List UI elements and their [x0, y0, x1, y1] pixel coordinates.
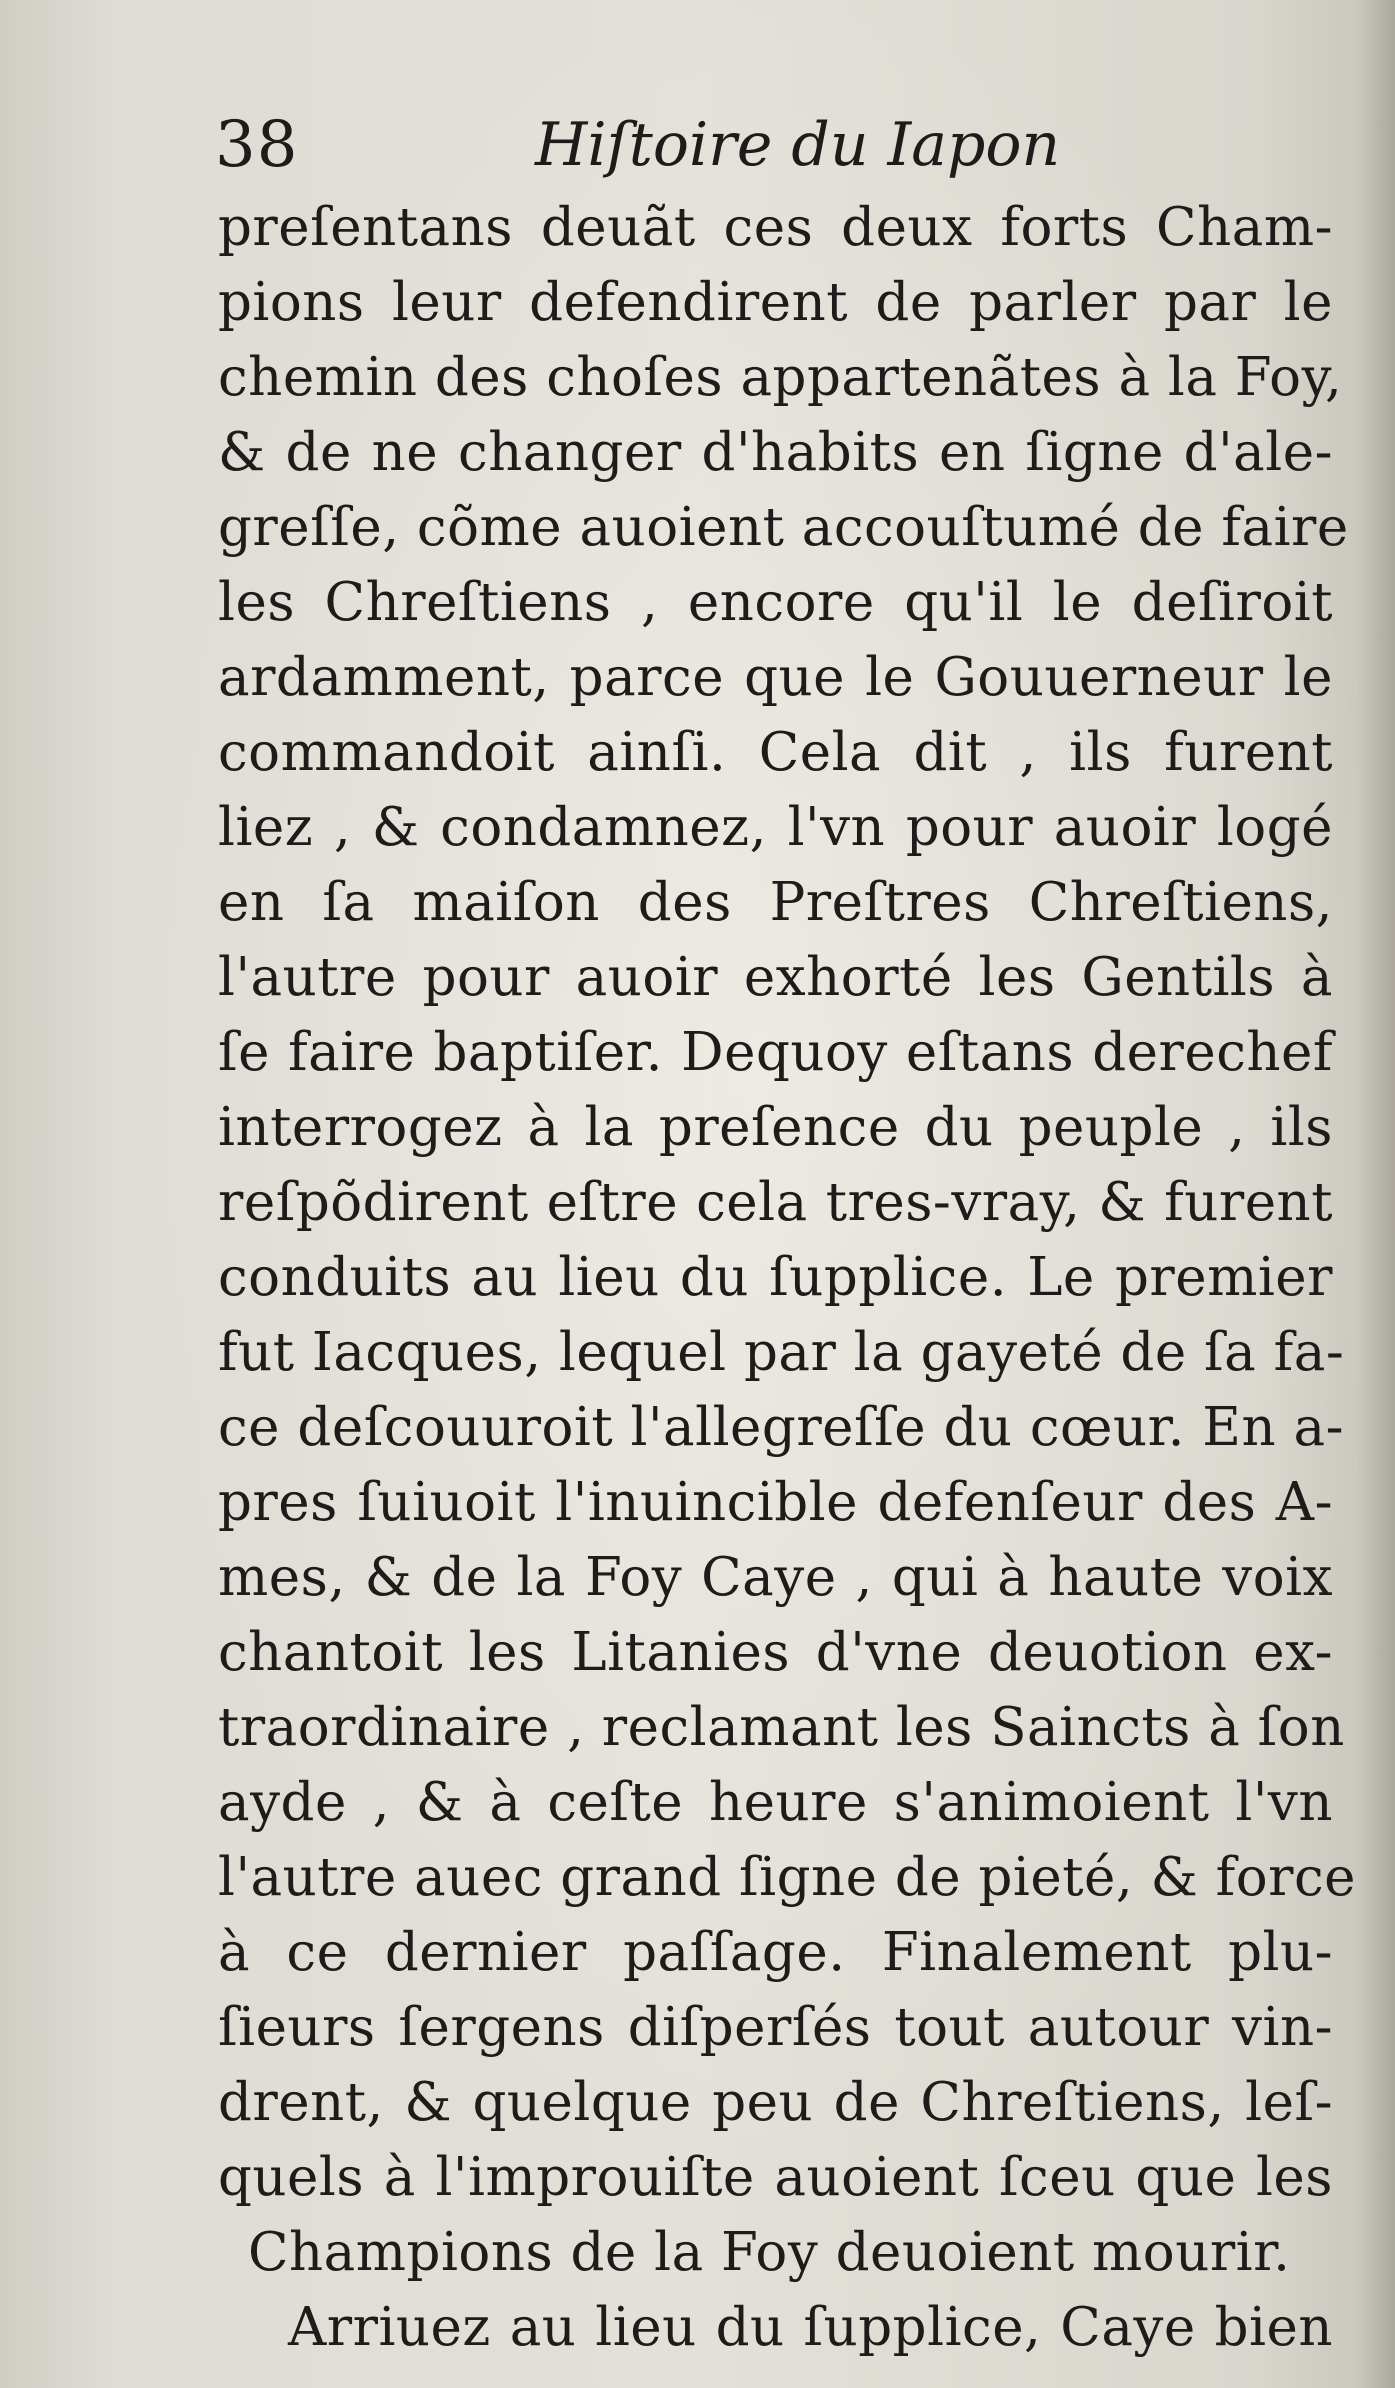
text-line: ſieurs ſergens diſperſés tout autour vin-: [218, 1997, 1333, 2058]
text-line: en ſa maiſon des Preſtres Chreſtiens,: [218, 872, 1333, 933]
text-line: ardamment, parce que le Gouuerneur le: [218, 647, 1333, 708]
text-line: fut Iacques, lequel par la gayeté de ſa fa-: [218, 1322, 1345, 1383]
page-header: [215, 100, 1061, 190]
text-line: liez , & condamnez, l'vn pour auoir logé: [218, 797, 1333, 858]
text-line: à ce dernier paſſage. Finalement plu-: [218, 1922, 1333, 1983]
text-line: & de ne changer d'habits en ſigne d'ale-: [218, 422, 1333, 483]
text-line: reſpõdirent eſtre cela tres-vray, & furent: [218, 1172, 1333, 1233]
paragraph-end-line: Champions de la Foy deuoient mourir.: [248, 2222, 1291, 2283]
body-text: [218, 190, 1357, 2365]
text-line: ayde , & à ceſte heure s'animoient l'vn: [218, 1772, 1333, 1833]
text-line: l'autre pour auoir exhorté les Gentils à: [218, 947, 1333, 1008]
text-line: mes, & de la Foy Caye , qui à haute voix: [218, 1547, 1333, 1608]
text-line: drent, & quelque peu de Chreſtiens, leſ-: [218, 2072, 1333, 2133]
text-line: greſſe, cõme auoient accouſtumé de faire: [218, 497, 1349, 558]
page-number: 38: [215, 108, 299, 182]
paragraph-start-line: Arriuez au lieu du ſupplice, Caye bien: [288, 2297, 1333, 2358]
text-line: les Chreſtiens , encore qu'il le deſiroit: [218, 572, 1333, 633]
text-line: chantoit les Litanies d'vne deuotion ex-: [218, 1622, 1333, 1683]
text-line: interrogez à la preſence du peuple , ils: [218, 1097, 1333, 1158]
text-line: pions leur defendirent de parler par le: [218, 272, 1333, 333]
text-line: quels à l'improuiſte auoient ſceu que les: [218, 2147, 1333, 2208]
text-line: chemin des choſes appartenãtes à la Foy,: [218, 347, 1343, 408]
text-line: commandoit ainſi. Cela dit , ils furent: [218, 722, 1333, 783]
text-line: ce deſcouuroit l'allegreſſe du cœur. En a-: [218, 1397, 1344, 1458]
text-line: traordinaire , reclamant les Saincts à ſon: [218, 1697, 1345, 1758]
text-line: ſe faire baptiſer. Dequoy eſtans derechef: [218, 1022, 1333, 1083]
text-line: l'autre auec grand ſigne de pieté, & force: [218, 1847, 1357, 1908]
text-line: pres ſuiuoit l'inuincible defenſeur des A-: [218, 1472, 1333, 1533]
text-line: conduits au lieu du ſupplice. Le premier: [218, 1247, 1333, 1308]
text-line: preſentans deuãt ces deux forts Cham-: [218, 197, 1333, 258]
running-title: Hiſtoire du Iapon: [535, 110, 1061, 180]
